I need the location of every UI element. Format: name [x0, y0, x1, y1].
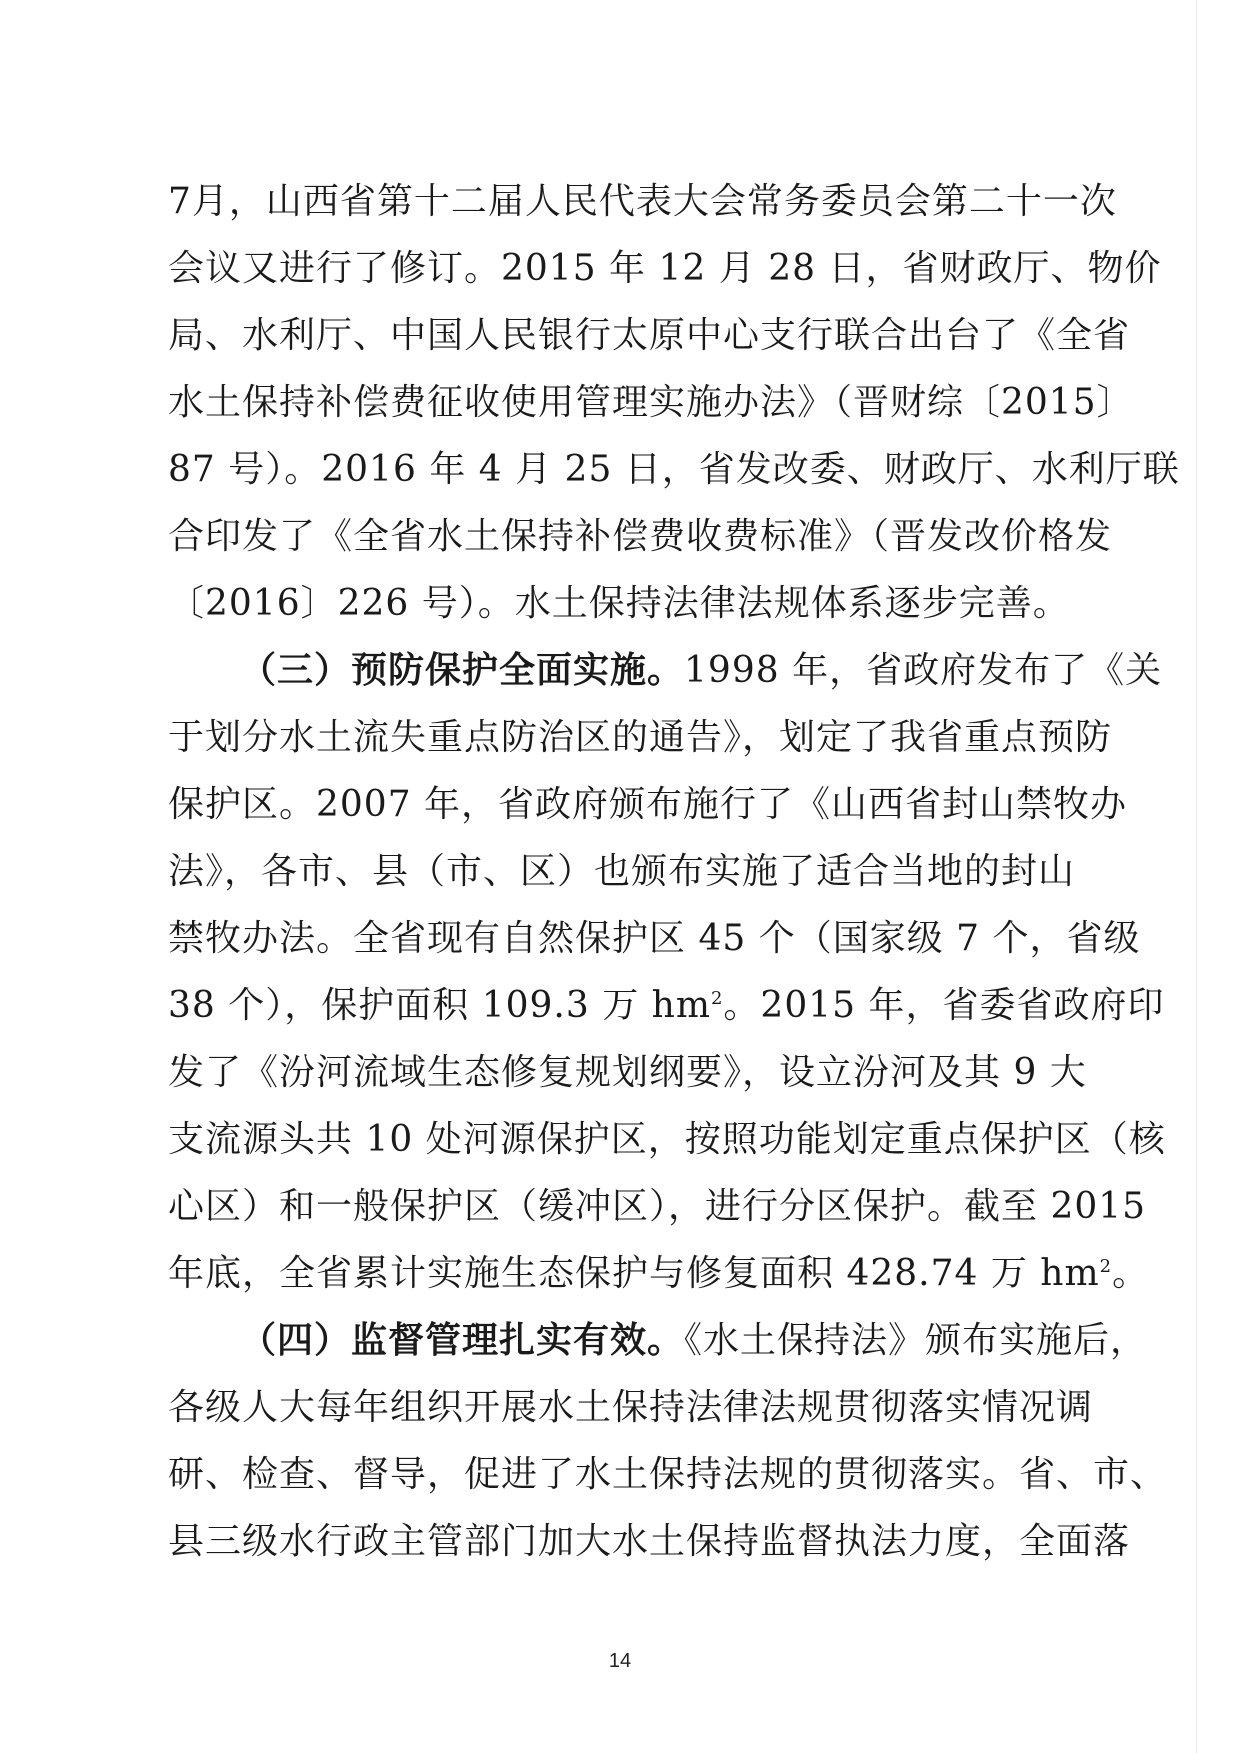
- section-four-first-line: [168, 1307, 1148, 1374]
- text-line: 87 号）。2016 年 4 月 25 日，省发改委、财政厅、水利厅联: [168, 449, 1180, 490]
- body-text: [168, 168, 1180, 1575]
- text-line: 支流源头共 10 处河源保护区，按照功能划定重点保护区（核: [168, 1119, 1166, 1160]
- section-three-heading: （三）预防保护全面实施。: [240, 649, 685, 691]
- text-line: 县三级水行政主管部门加大水土保持监督执法力度，全面落: [168, 1521, 1131, 1562]
- text-line: 发了《汾河流域生态修复规划纲要》，设立汾河及其 9 大: [168, 1052, 1087, 1093]
- text-line: 于划分水土流失重点防治区的通告》，划定了我省重点预防: [168, 717, 1113, 758]
- final-area-period: 。: [1112, 1253, 1150, 1294]
- text-line: 心区）和一般保护区（缓冲区），进行分区保护。截至 2015: [168, 1186, 1147, 1227]
- text-line: 法》，各市、县（市、区）也颁布实施了适合当地的封山: [168, 851, 1076, 892]
- text-line: 保护区。2007 年，省政府颁布施行了《山西省封山禁牧办: [168, 784, 1128, 825]
- text-line: 7月，山西省第十二届人民代表大会常务委员会第二十一次: [168, 181, 1117, 222]
- text-line: 各级人大每年组织开展水土保持法律法规贯彻落实情况调: [168, 1387, 1094, 1428]
- section-four-text: 《水土保持法》颁布实施后，: [684, 1320, 1148, 1361]
- area-text: 38 个），保护面积 109.3 万 hm: [168, 985, 711, 1026]
- text-line: 会议又进行了修订。2015 年 12 月 28 日，省财政厅、物价: [168, 248, 1162, 289]
- section-three-text: 1998 年，省政府发布了《关: [684, 650, 1163, 691]
- text-line: 合印发了《全省水土保持补偿费收费标准》（晋发改价格发: [168, 516, 1113, 557]
- section-three-first-line: [168, 637, 1163, 704]
- final-area-superscript: 2: [1099, 1256, 1113, 1277]
- text-line: 禁牧办法。全省现有自然保护区 45 个（国家级 7 个，省级: [168, 918, 1141, 959]
- text-line: 水土保持补偿费征收使用管理实施办法》（晋财综〔2015〕: [168, 382, 1134, 423]
- section-three-last-line: [168, 1240, 1150, 1307]
- text-line: 〔2016〕226 号）。水土保持法律法规体系逐步完善。: [168, 583, 1070, 624]
- scan-edge-line: [1196, 0, 1197, 1753]
- area-text-continued: 。2015 年，省委省政府印: [723, 985, 1165, 1026]
- text-line: 局、水利厅、中国人民银行太原中心支行联合出台了《全省: [168, 315, 1131, 356]
- final-area-text: 年底，全省累计实施生态保护与修复面积 428.74 万 hm: [168, 1253, 1100, 1294]
- page-number: 14: [608, 1650, 632, 1672]
- text-line: 研、检查、督导，促进了水土保持法规的贯彻落实。省、市、: [168, 1454, 1168, 1495]
- area-unit-superscript: 2: [710, 988, 724, 1009]
- section-four-heading: （四）监督管理扎实有效。: [240, 1319, 685, 1361]
- area-line: [168, 972, 1165, 1039]
